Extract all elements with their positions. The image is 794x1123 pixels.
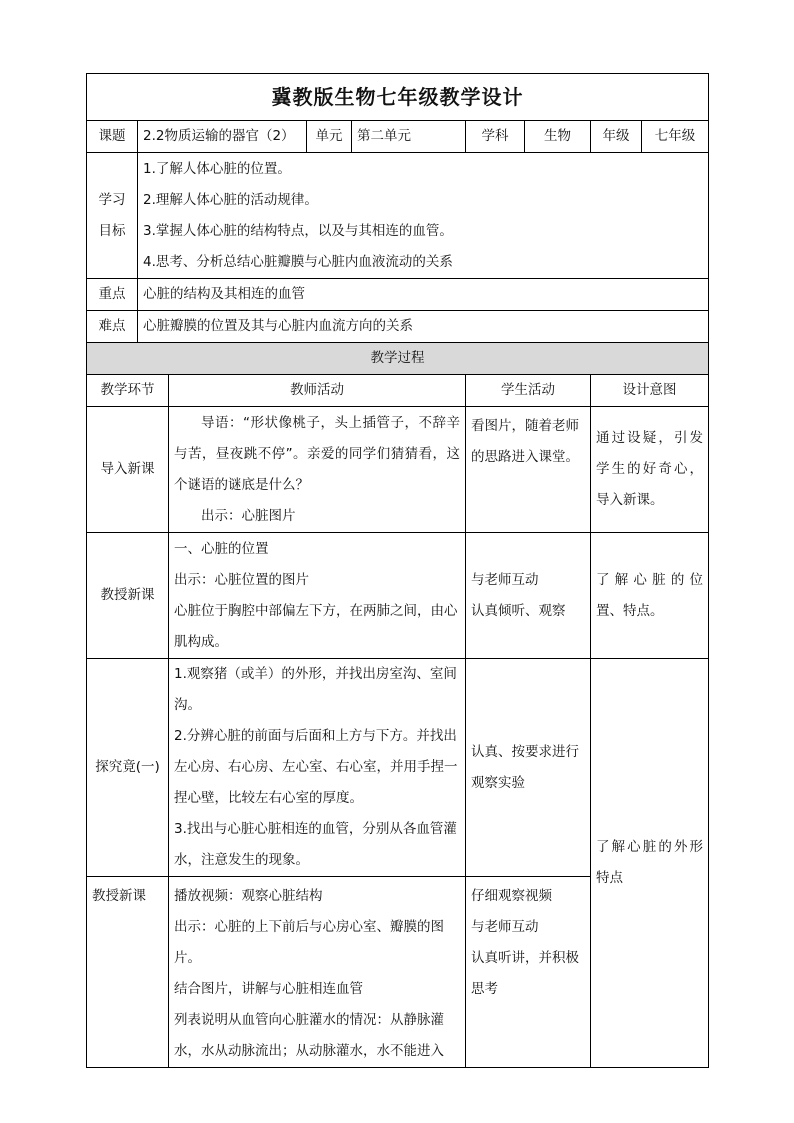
student-activity-line: 与老师互动 (471, 919, 539, 935)
design-intent-line: 通过设疑，引发学生的好奇心，导入新课。 (596, 430, 704, 508)
teacher-activity-line: 3.找出与心脏心脏相连的血管，分别从各血管灌水，注意发生的现象。 (174, 821, 457, 868)
column-header-teacher: 教师活动 (169, 375, 466, 407)
teacher-activity-line: 出示：心脏图片 (201, 507, 296, 524)
teacher-activity-cell (169, 533, 466, 659)
objectives-label-line-1: 学习 (98, 191, 126, 208)
stage-cell: 探究竟(一) (87, 659, 169, 877)
key-point-label: 重点 (87, 279, 138, 311)
objective-item: 3.掌握人体心脏的结构特点，以及与其相连的血管。 (143, 222, 453, 239)
subject-value: 生物 (525, 121, 591, 153)
lesson-plan-page (86, 73, 708, 1068)
stage-cell: 教授新课 (87, 533, 169, 659)
student-activity-cell (466, 877, 591, 1068)
teacher-activity-cell (169, 407, 466, 533)
objectives-label-line-2: 目标 (98, 222, 126, 239)
student-activity-cell (466, 407, 591, 533)
design-intent-cell (591, 659, 709, 1068)
grade-value: 七年级 (642, 121, 709, 153)
teacher-activity-line: 导语：“形状像桃子，头上插管子，不辞辛与苦，昼夜跳不停”。亲爱的同学们猜猜看，这个谜语的谜底是什么？ (174, 414, 460, 493)
teacher-activity-line: 1.观察猪（或羊）的外形，并找出房室沟、室间沟。 (174, 666, 457, 713)
design-intent-cell (591, 407, 709, 533)
teacher-activity-line: 出示：心脏的上下前后与心房心室、瓣膜的图片。 (174, 919, 444, 966)
column-header-student: 学生活动 (466, 375, 591, 407)
objective-item: 4.思考、分析总结心脏瓣膜与心脏内血液流动的关系 (143, 253, 453, 270)
teacher-activity-line: 出示：心脏位置的图片 (174, 571, 309, 588)
column-header-intent: 设计意图 (591, 375, 709, 407)
unit-label: 单元 (307, 121, 352, 153)
teacher-activity-line: 2.分辨心脏的前面与后面和上方与下方。并找出左心房、右心房、左心室、右心室，并用手捏一捏心壁，比较左右心室的厚度。 (174, 728, 458, 806)
design-intent-line: 了解心脏的位置、特点。 (596, 571, 704, 619)
teacher-activity-line: 心脏位于胸腔中部偏左下方，在两肺之间，由心肌构成。 (174, 602, 458, 650)
teacher-activity-line: 播放视频：观察心脏结构 (174, 888, 323, 904)
student-activity-line: 认真倾听、观察 (471, 602, 566, 619)
student-activity-line: 仔细观察视频 (471, 888, 552, 904)
key-point-value: 心脏的结构及其相连的血管 (138, 279, 709, 311)
teacher-activity-line: 一、心脏的位置 (174, 540, 269, 557)
student-activity-line: 看图片，随着老师的思路进入课堂。 (471, 418, 579, 465)
design-intent-line: 了解心脏的外形特点 (596, 839, 704, 886)
objective-item: 1.了解人体心脏的位置。 (143, 160, 291, 177)
student-activity-line: 与老师互动 (471, 571, 539, 588)
topic-label: 课题 (87, 121, 138, 153)
process-header: 教学过程 (87, 343, 709, 375)
difficulty-value: 心脏瓣膜的位置及其与心脏内血流方向的关系 (138, 311, 709, 343)
student-activity-line: 认真、按要求进行观察实验 (471, 743, 579, 791)
lesson-plan-table (86, 73, 709, 1068)
student-activity-cell (466, 533, 591, 659)
topic-value: 2.2物质运输的器官（2） (138, 121, 307, 153)
stage-cell: 教授新课 (87, 877, 169, 1068)
teacher-activity-line: 列表说明从血管向心脏灌水的情况：从静脉灌水，水从动脉流出；从动脉灌水，水不能进入 (174, 1012, 444, 1059)
subject-label: 学科 (466, 121, 525, 153)
design-intent-cell (591, 533, 709, 659)
teacher-activity-line: 结合图片，讲解与心脏相连血管 (174, 981, 363, 997)
objectives-label (87, 153, 138, 279)
objectives-list (138, 153, 709, 279)
student-activity-line: 认真听讲，并积极思考 (471, 950, 579, 997)
grade-label: 年级 (591, 121, 642, 153)
objective-item: 2.理解人体心脏的活动规律。 (143, 191, 318, 208)
difficulty-label: 难点 (87, 311, 138, 343)
column-header-stage: 教学环节 (87, 375, 169, 407)
student-activity-cell (466, 659, 591, 877)
unit-value: 第二单元 (352, 121, 466, 153)
document-title: 冀教版生物七年级教学设计 (87, 74, 709, 121)
teacher-activity-cell (169, 877, 466, 1068)
stage-cell: 导入新课 (87, 407, 169, 533)
teacher-activity-cell (169, 659, 466, 877)
